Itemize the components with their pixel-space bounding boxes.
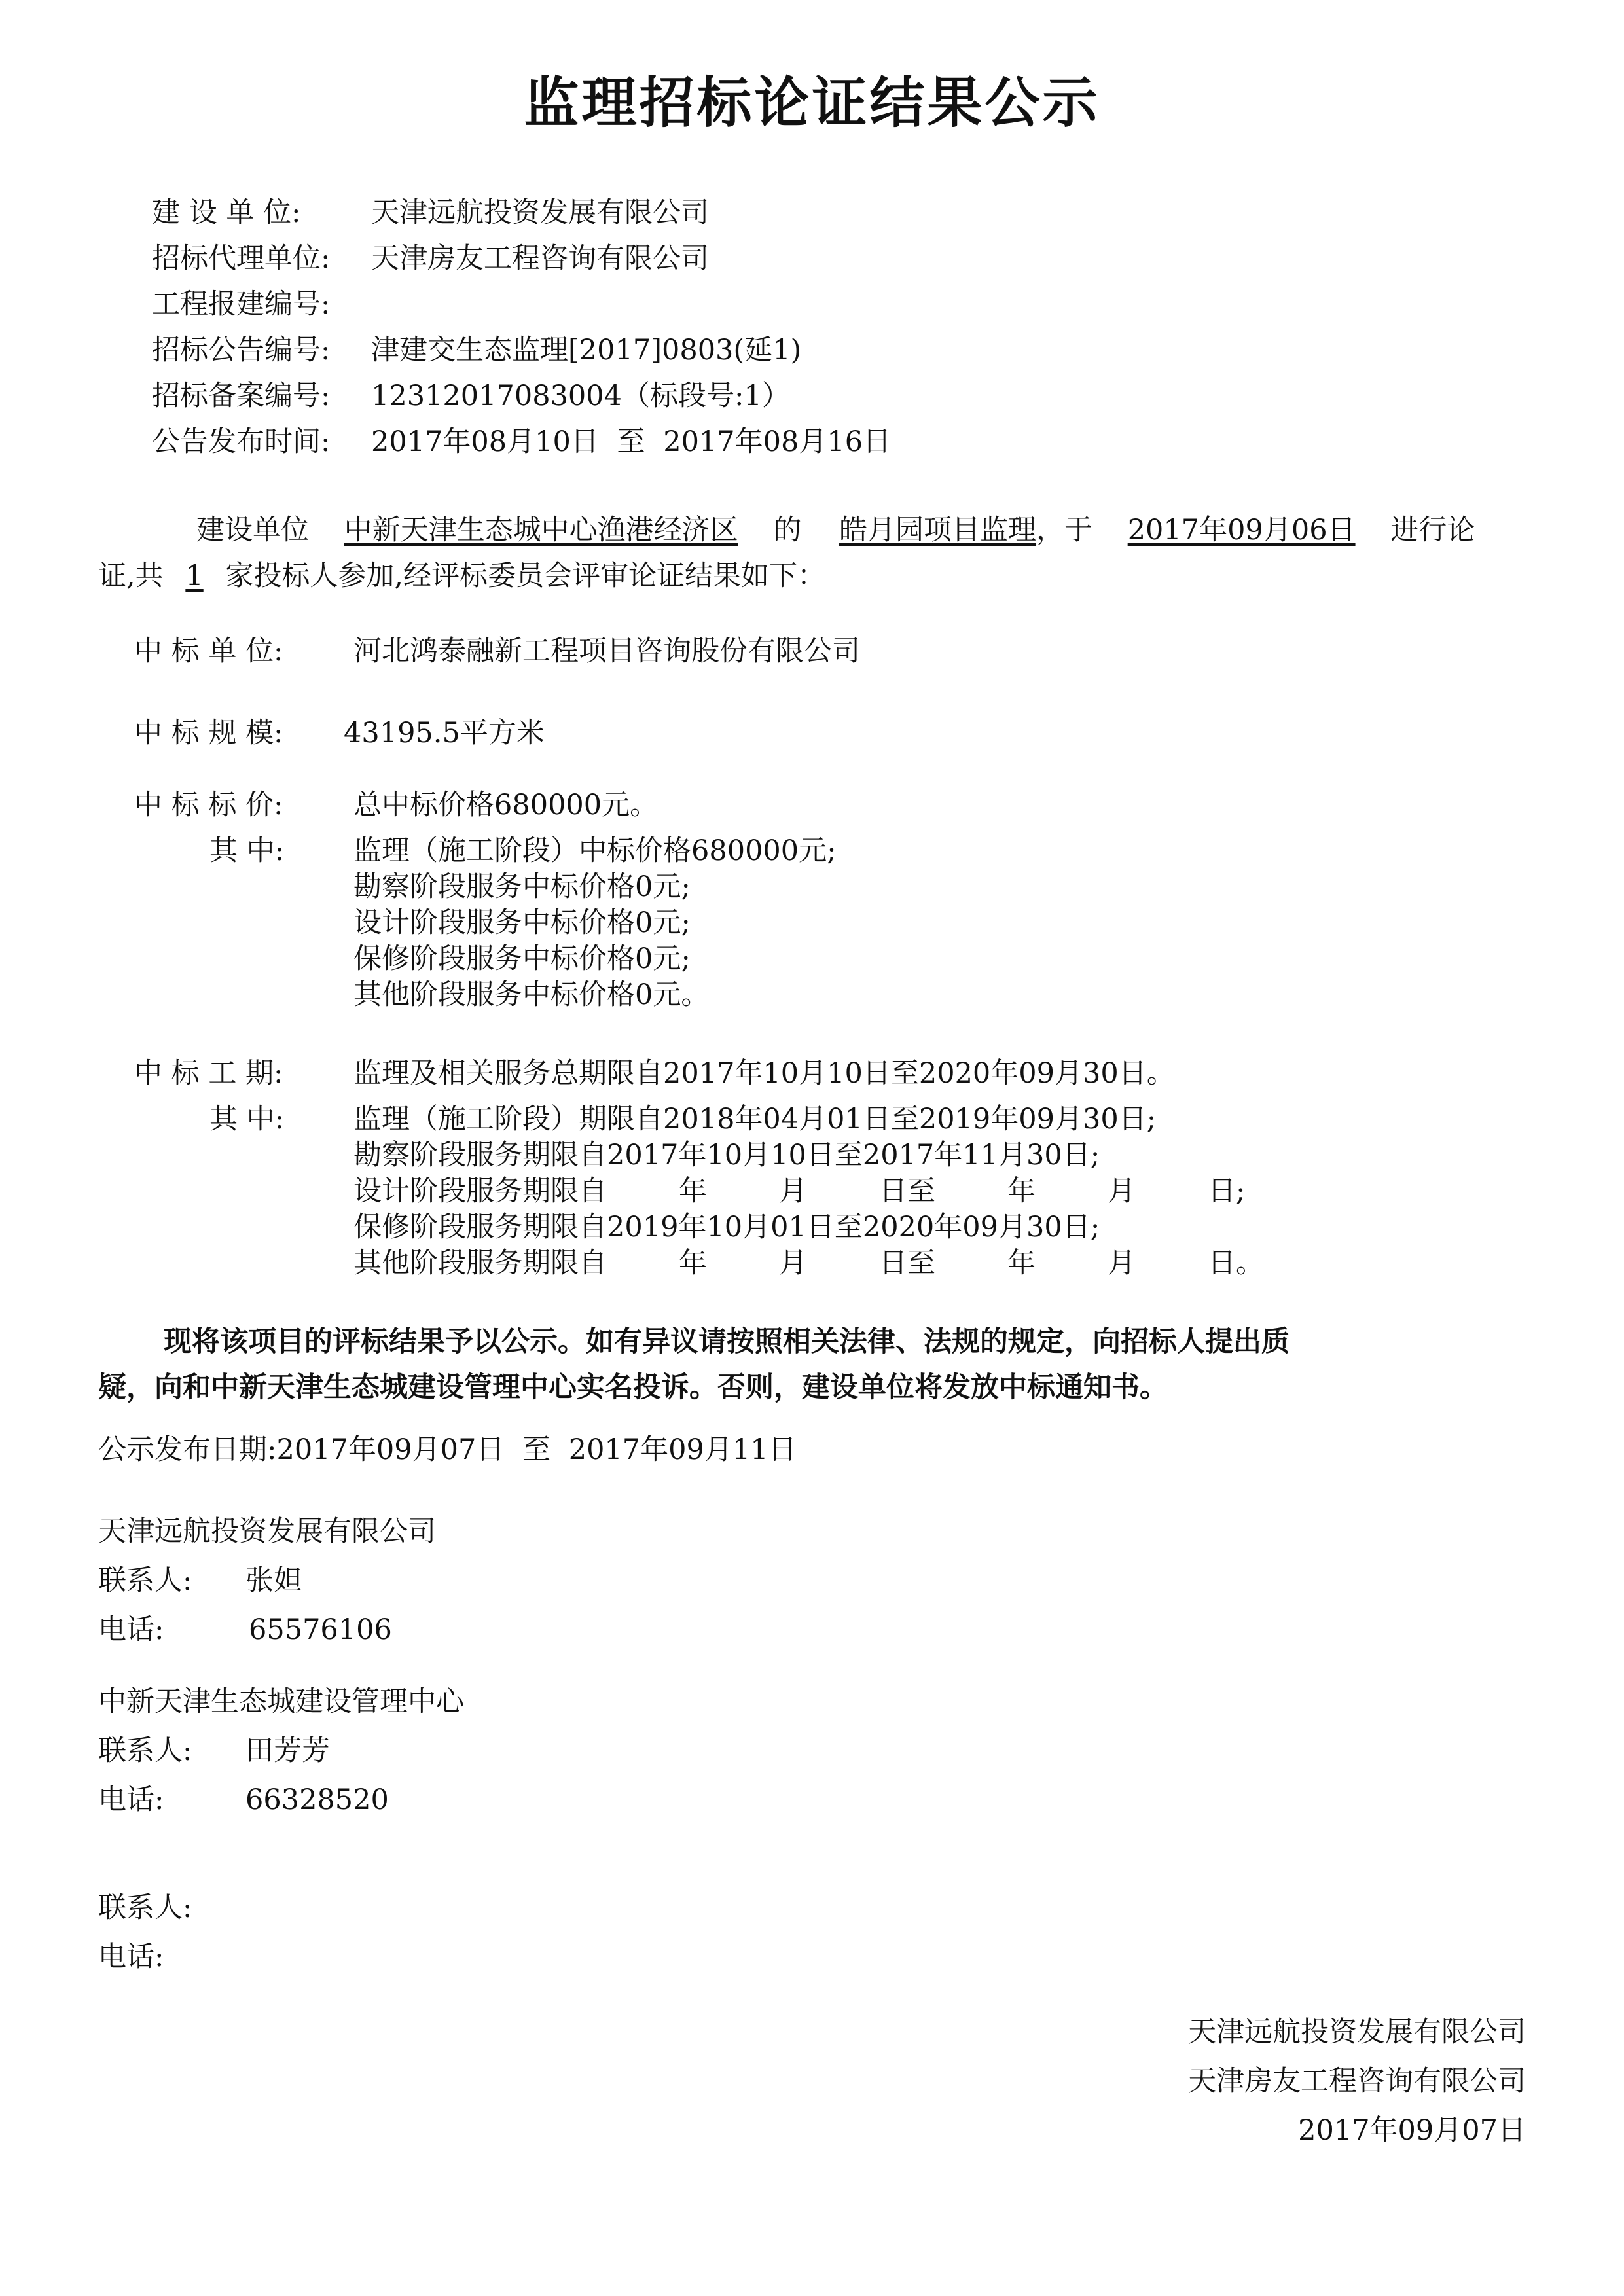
signature-org-1: 天津远航投资发展有限公司 bbox=[1188, 2016, 1526, 2049]
intro-at: ，于 bbox=[1036, 514, 1093, 547]
design-day: 日 bbox=[1208, 1175, 1236, 1208]
price-item-3: 设计阶段服务中标价格0元; bbox=[353, 906, 691, 939]
winner-row bbox=[134, 632, 860, 671]
winner-value: 河北鸿泰融新工程项目咨询股份有限公司 bbox=[353, 635, 860, 668]
contact-2-phone-label: 电话: bbox=[98, 1784, 164, 1816]
agent-value: 天津房友工程咨询有限公司 bbox=[371, 242, 709, 275]
signature-org-2: 天津房友工程咨询有限公司 bbox=[1188, 2065, 1526, 2098]
publish-end: 2017年08月16日 bbox=[663, 425, 892, 458]
notice-line-2: 疑，向和中新天津生态城建设管理中心实名投诉。否则，建设单位将发放中标通知书。 bbox=[98, 1371, 1168, 1404]
publish-label: 公告发布时间: bbox=[152, 425, 331, 458]
design-year-1: 年 bbox=[679, 1175, 707, 1208]
builder-row bbox=[152, 193, 709, 232]
publish-start: 2017年08月10日 bbox=[371, 425, 599, 458]
intro-line-2 bbox=[98, 556, 825, 596]
other-day: 日 bbox=[1208, 1247, 1236, 1280]
price-item-1: 监理（施工阶段）中标价格680000元; bbox=[353, 834, 837, 867]
builder-value: 天津远航投资发展有限公司 bbox=[371, 196, 709, 229]
intro-rest: 家投标人参加,经评标委员会评审论证结果如下： bbox=[225, 560, 826, 592]
period-label: 中 标 工 期: bbox=[134, 1057, 283, 1090]
notice-no-label: 招标公告编号: bbox=[152, 334, 331, 367]
agent-label: 招标代理单位: bbox=[152, 242, 331, 275]
publish-to: 至 bbox=[617, 425, 645, 458]
contact-1-person-label: 联系人: bbox=[98, 1564, 192, 1597]
design-dayto: 日至 bbox=[879, 1175, 935, 1208]
intro-count: 1 bbox=[185, 560, 204, 592]
intro-proceed: 进行论 bbox=[1390, 514, 1475, 547]
price-item-2: 勘察阶段服务中标价格0元; bbox=[353, 870, 691, 903]
notice-no-row bbox=[152, 331, 801, 370]
project-no-label: 工程报建编号: bbox=[152, 288, 331, 321]
scale-label: 中 标 规 模: bbox=[134, 717, 283, 749]
design-prefix: 设计阶段服务期限自 bbox=[353, 1175, 607, 1208]
period-item-2: 勘察阶段服务期限自2017年10月10日至2017年11月30日; bbox=[353, 1139, 1100, 1172]
public-date-row bbox=[98, 1430, 797, 1469]
period-item-3: 保修阶段服务期限自2019年10月01日至2020年09月30日; bbox=[353, 1211, 1100, 1244]
notice-line-1: 现将该项目的评标结果予以公示。如有异议请按照相关法律、法规的规定，向招标人提出质 bbox=[164, 1325, 1290, 1358]
contact-2-phone: 66328520 bbox=[245, 1784, 389, 1816]
design-year-2: 年 bbox=[1007, 1175, 1036, 1208]
signature-date: 2017年09月07日 bbox=[1298, 2114, 1526, 2147]
intro-line-1 bbox=[196, 511, 1475, 550]
publish-row bbox=[152, 422, 891, 461]
design-month-1: 月 bbox=[779, 1175, 807, 1208]
intro-builder-text: 建设单位 bbox=[196, 514, 309, 547]
other-month-2: 月 bbox=[1108, 1247, 1136, 1280]
contact-1-org: 天津远航投资发展有限公司 bbox=[98, 1515, 436, 1548]
other-dayto: 日至 bbox=[879, 1247, 935, 1280]
public-date-label: 公示发布日期: bbox=[98, 1433, 277, 1466]
page-title: 监理招标论证结果公示 bbox=[524, 71, 1100, 135]
period-total: 监理及相关服务总期限自2017年10月10日至2020年09月30日。 bbox=[353, 1057, 1175, 1090]
price-label: 中 标 标 价: bbox=[134, 789, 283, 821]
winner-label: 中 标 单 位: bbox=[134, 635, 283, 668]
price-row bbox=[134, 785, 658, 825]
scale-value: 43195.5平方米 bbox=[344, 717, 545, 749]
intro-of: 的 bbox=[773, 514, 802, 547]
public-date-to: 至 bbox=[522, 1433, 551, 1466]
builder-label: 建 设 单 位: bbox=[152, 196, 301, 229]
contact-1-phone: 65576106 bbox=[249, 1613, 392, 1646]
contact-2-person: 田芳芳 bbox=[245, 1734, 330, 1767]
period-item-other bbox=[353, 1244, 1264, 1283]
project-no-row bbox=[152, 285, 371, 324]
price-total: 总中标价格680000元。 bbox=[353, 789, 659, 821]
design-end: ; bbox=[1236, 1175, 1246, 1208]
price-item-5: 其他阶段服务中标价格0元。 bbox=[353, 978, 710, 1011]
contact-2-person-label: 联系人: bbox=[98, 1734, 192, 1767]
price-item-4: 保修阶段服务中标价格0元; bbox=[353, 942, 691, 975]
period-among-label: 其 中: bbox=[209, 1103, 285, 1136]
contact-1-phone-row bbox=[98, 1610, 392, 1649]
intro-region: 中新天津生态城中心渔港经济区 bbox=[344, 514, 738, 547]
period-row bbox=[134, 1054, 1175, 1093]
record-no-label: 招标备案编号: bbox=[152, 380, 331, 412]
intro-project: 皓月园项目监理 bbox=[839, 514, 1037, 547]
other-prefix: 其他阶段服务期限自 bbox=[353, 1247, 607, 1280]
other-end: 。 bbox=[1236, 1247, 1264, 1280]
other-month-1: 月 bbox=[779, 1247, 807, 1280]
price-among-label: 其 中: bbox=[209, 834, 285, 867]
contact-1-person: 张妲 bbox=[245, 1564, 302, 1597]
other-year-1: 年 bbox=[679, 1247, 707, 1280]
record-no-value: 12312017083004（标段号:1） bbox=[371, 380, 790, 412]
notice-no-value: 津建交生态监理[2017]0803(延1) bbox=[371, 334, 802, 367]
contact-1-phone-label: 电话: bbox=[98, 1613, 164, 1646]
contact-3-phone-label: 电话: bbox=[98, 1941, 164, 1973]
period-item-1: 监理（施工阶段）期限自2018年04月01日至2019年09月30日; bbox=[353, 1103, 1157, 1136]
design-month-2: 月 bbox=[1108, 1175, 1136, 1208]
public-date-end: 2017年09月11日 bbox=[568, 1433, 797, 1466]
contact-1-person-row bbox=[98, 1561, 302, 1600]
agent-row bbox=[152, 239, 709, 278]
intro-date: 2017年09月06日 bbox=[1127, 514, 1356, 547]
period-item-design bbox=[353, 1172, 1246, 1211]
contact-2-person-row bbox=[98, 1731, 330, 1770]
public-date-start: 2017年09月07日 bbox=[276, 1433, 505, 1466]
scale-row bbox=[134, 713, 545, 753]
intro-total: 证,共 bbox=[98, 560, 164, 592]
other-year-2: 年 bbox=[1007, 1247, 1036, 1280]
contact-2-phone-row bbox=[98, 1780, 389, 1820]
contact-2-org: 中新天津生态城建设管理中心 bbox=[98, 1685, 464, 1718]
record-no-row bbox=[152, 376, 790, 416]
contact-3-person-label: 联系人: bbox=[98, 1892, 192, 1924]
